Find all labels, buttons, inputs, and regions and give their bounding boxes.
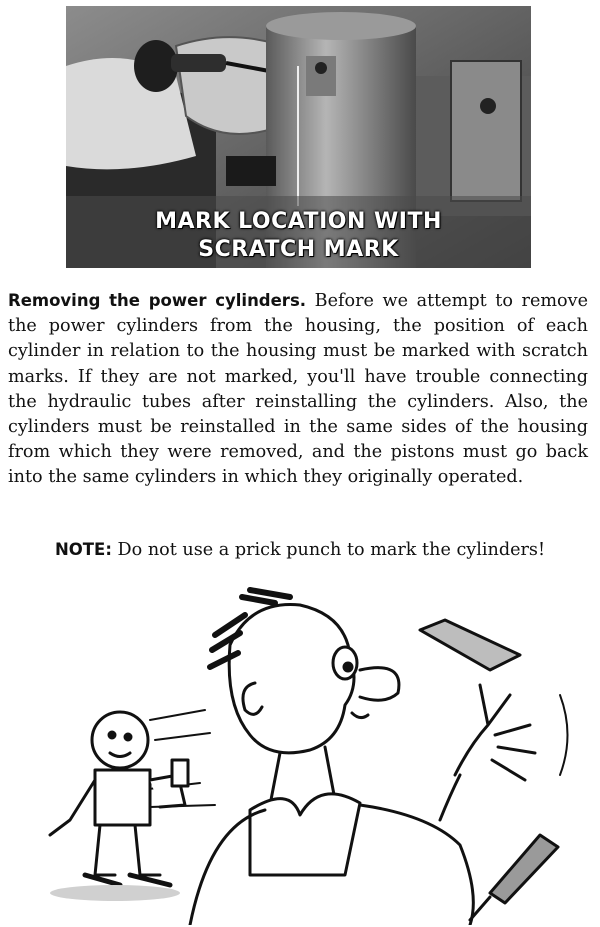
paragraph-text: Before we attempt to remove the power cylinders from the housing, the position of each cylinder in relation to the housing must be marked with scratch marks. If they are not marked, you'll have trouble connecting the hydraulic tubes after reinstalling the cylinders. Also, the cylinders must be reinstalled in the same sides of the housing from which they were removed, and the pistons must go back into the same cylinders in which they originally operated. (8, 291, 588, 488)
warning-note (0, 540, 600, 560)
note-text: Do not use a prick punch to mark the cylinders! (111, 540, 546, 560)
photo-caption-line1: MARK LOCATION WITH (155, 209, 442, 234)
workshop-photo (66, 6, 531, 268)
note-label: NOTE: (54, 540, 112, 559)
section-heading: Removing the power cylinders. (8, 291, 307, 310)
startled-man-cartoon-icon (0, 575, 600, 925)
photo-caption-line2: SCRATCH MARK (198, 237, 399, 262)
instruction-paragraph (8, 288, 588, 491)
